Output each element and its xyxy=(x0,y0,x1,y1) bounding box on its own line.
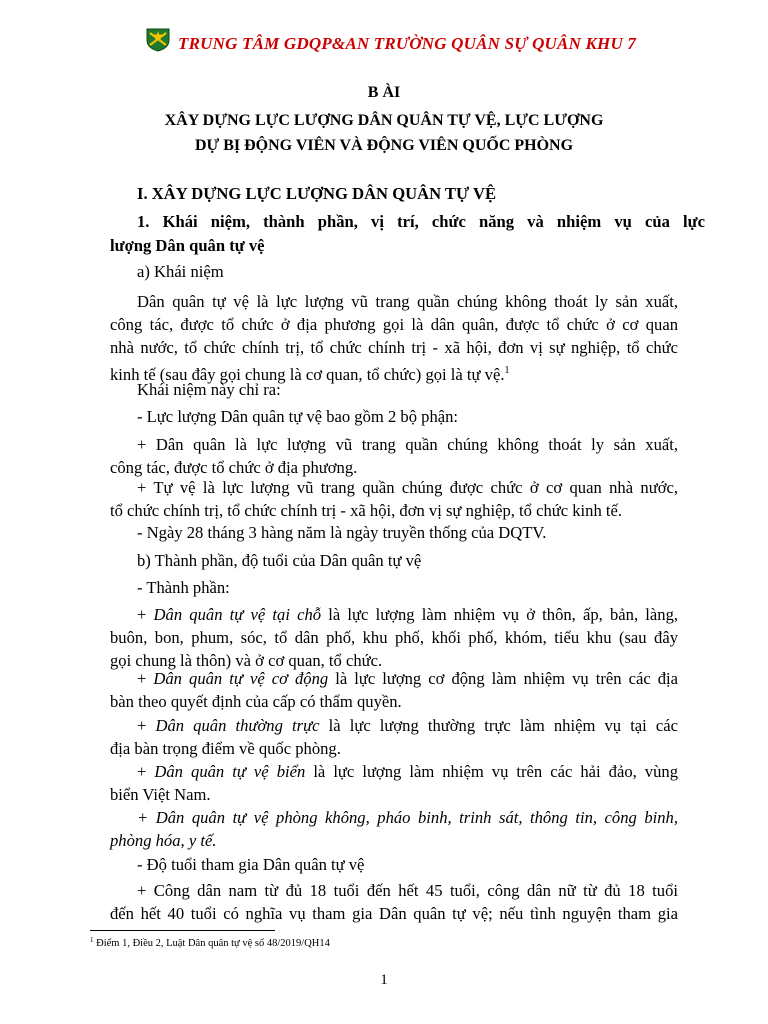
text: là lực lượng làm nhiệm vụ ở thôn, ấp, bản, làng, xyxy=(321,605,679,624)
militia-line-2: công tác, được tổ chức ở địa phương. xyxy=(110,458,358,477)
component-1-line-3: gọi chung là thôn) và ở cơ quan, tổ chức. xyxy=(110,651,383,670)
component-3-line-2: địa bàn trọng điểm về quốc phòng. xyxy=(110,739,341,758)
bullet: + xyxy=(137,669,154,688)
component-1-line-2: buôn, bon, phum, sóc, tổ dân phố, khu phố, khối phố, khóm, tiểu khu (sau đây xyxy=(110,628,678,647)
bullet: + xyxy=(137,716,156,735)
term: Dân quân tự vệ biển xyxy=(154,762,306,781)
definition-line-4-text: kinh tế (sau đây gọi chung là cơ quan, tổ chức) gọi là tự vệ. xyxy=(110,365,505,384)
footnote xyxy=(90,936,330,949)
self-defense-line-2: tổ chức chính trị, tổ chức chính trị - xã hội, đơn vị sự nghiệp, tổ chức kinh tế. xyxy=(110,501,623,520)
term: Dân quân tự vệ cơ động xyxy=(153,669,329,688)
paragraph-a-heading: a) Khái niệm xyxy=(137,262,224,281)
component-4-line-2: biển Việt Nam. xyxy=(110,785,211,804)
definition-line-3: nhà nước, tổ chức chính trị, tổ chức chính trị - xã hội, đơn vị sự nghiệp, tổ chức xyxy=(110,338,678,357)
paragraph-text: - Thành phần: xyxy=(137,578,230,597)
age-line-2: đến hết 40 tuổi có nghĩa vụ tham gia Dân quân tự vệ; nếu tình nguyện tham gia xyxy=(110,904,678,923)
text: là lực lượng thường trực làm nhiệm vụ tại các xyxy=(319,716,678,735)
bullet: + xyxy=(137,762,155,781)
component-5-line-1: + Dân quân tự vệ phòng không, pháo binh, trinh sát, thông tin, công binh, xyxy=(137,808,678,827)
self-defense-line-1: + Tự vệ là lực lượng vũ trang quần chúng được chức ở cơ quan nhà nước, xyxy=(137,478,678,497)
paragraph-text: - Lực lượng Dân quân tự vệ bao gồm 2 bộ phận: xyxy=(137,407,459,426)
paragraph-text: - Độ tuổi tham gia Dân quân tự vệ xyxy=(137,855,365,874)
component-3-line-1 xyxy=(137,714,678,737)
militia-line-1: + Dân quân là lực lượng vũ trang quần chúng không thoát ly sản xuất, xyxy=(137,435,678,454)
subsection-heading-line-1: 1. Khái niệm, thành phần, vị trí, chức năng và nhiệm vụ của lực xyxy=(137,212,705,231)
footnote-divider xyxy=(90,930,275,931)
bullet: + xyxy=(137,605,154,624)
section-heading: I. XÂY DỰNG LỰC LƯỢNG DÂN QUÂN TỰ VỆ xyxy=(137,184,497,203)
footnote-text: Điểm 1, Điều 2, Luật Dân quân tự vệ số 48/2019/QH14 xyxy=(93,938,330,949)
definition-line-1: Dân quân tự vệ là lực lượng vũ trang quần chúng không thoát ly sản xuất, xyxy=(137,292,678,311)
component-2-line-2: bàn theo quyết định của cấp có thẩm quyền. xyxy=(110,692,402,711)
header-title: TRUNG TÂM GDQP&AN TRƯỜNG QUÂN SỰ QUÂN KHU 7 xyxy=(178,34,637,53)
footnote-number: 1 xyxy=(90,936,94,944)
definition-line-2: công tác, được tổ chức ở địa phương gọi là dân quân, được tổ chức ở cơ quan xyxy=(110,315,678,334)
page-number: 1 xyxy=(380,972,388,988)
text: là lực lượng cơ động làm nhiệm vụ trên các địa xyxy=(328,669,679,688)
component-1-line-1 xyxy=(137,603,678,626)
term: Dân quân tự vệ tại chỗ xyxy=(153,605,322,624)
paragraph-text: Khái niệm này chỉ ra: xyxy=(137,380,281,399)
lesson-label: B ÀI xyxy=(367,84,401,101)
paragraph-text: - Ngày 28 tháng 3 hàng năm là ngày truyền thống của DQTV. xyxy=(137,523,547,542)
military-school-emblem-icon xyxy=(145,26,171,52)
age-line-1: + Công dân nam từ đủ 18 tuổi đến hết 45 tuổi, công dân nữ từ đủ 18 tuổi xyxy=(137,881,678,900)
component-4-line-1 xyxy=(137,760,678,783)
lesson-title-line-2: DỰ BỊ ĐỘNG VIÊN VÀ ĐỘNG VIÊN QUỐC PHÒNG xyxy=(194,137,574,154)
subsection-heading-line-2: lượng Dân quân tự vệ xyxy=(110,236,265,255)
component-5-line-2: phòng hóa, y tế. xyxy=(110,831,217,850)
footnote-ref[interactable]: 1 xyxy=(504,365,510,376)
lesson-title-line-1: XÂY DỰNG LỰC LƯỢNG DÂN QUÂN TỰ VỆ, LỰC LƯỢNG xyxy=(164,112,604,129)
component-2-line-1 xyxy=(137,667,678,690)
paragraph-b-heading: b) Thành phần, độ tuổi của Dân quân tự vệ xyxy=(137,551,422,570)
text: là lực lượng làm nhiệm vụ trên các hải đảo, vùng xyxy=(305,762,678,781)
term: Dân quân thường trực xyxy=(155,716,320,735)
